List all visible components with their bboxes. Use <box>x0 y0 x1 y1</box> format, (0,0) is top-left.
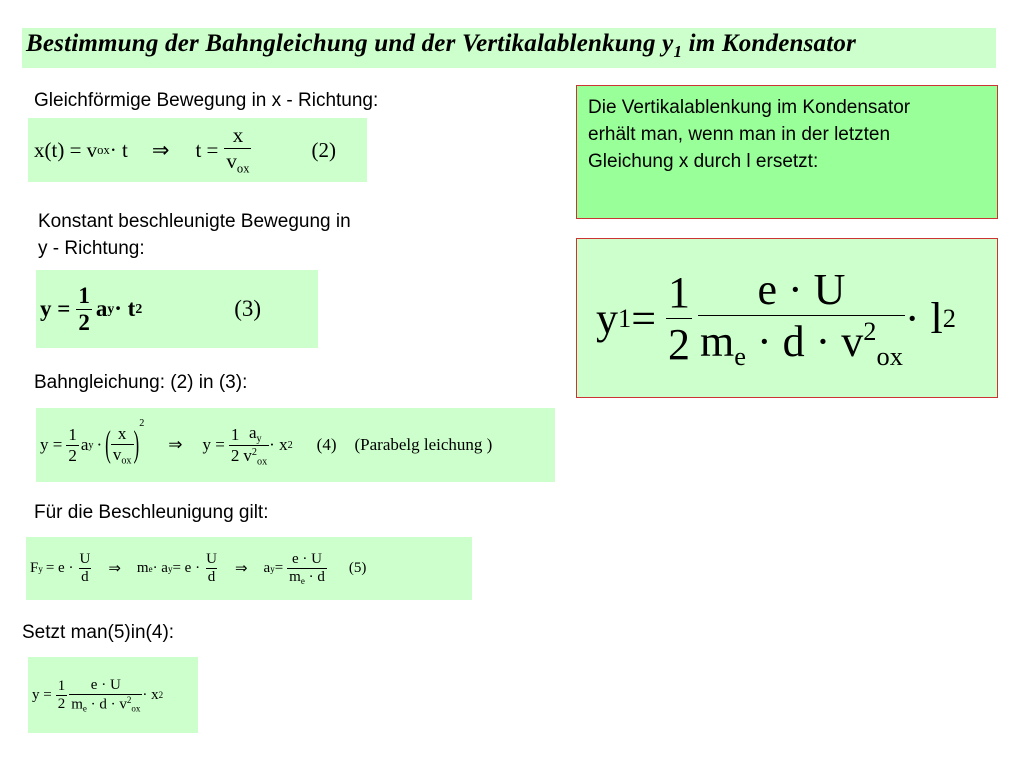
formula-eq5: F y = e · $\frac{U}{d}$ ⇒ m e · a y = e · $\frac{U}{d}$ ⇒ a y = $\frac{e \cdot U}{m_e \cdot d}$ (5) <box>30 550 367 587</box>
page-title: Bestimmung der Bahngleichung und der Vertikalablenkung $y_1$ im Kondensator <box>26 30 857 61</box>
formula-eq4: y = $\frac{1}{2}$ a y · ( $\frac{x}{v_{ox}}$ ) 2 ⇒ y = $\frac{1}{2}$ $\frac{a_y}{v^2_{ox}}$ · x 2 (4) (Parabelg leichung ) <box>40 418 493 468</box>
formula-eq6: y = $\frac{1}{2}$ $\frac{e \cdot U}{m_e \cdot d \cdot v^2_{ox}}$ · x 2 <box>32 676 164 714</box>
section-label-accelerated-motion: Konstant beschleunigte Bewegung in y - Richtung: <box>38 211 351 259</box>
section-label-acceleration: Für die Beschleunigung gilt: <box>34 502 269 523</box>
section-label-trajectory: Bahngleichung: (2) in (3): <box>34 372 248 393</box>
result-formula: y 1 = $\frac{1}{2}$ $\frac{e \cdot U}{m_e \cdot d \cdot v^2_{ox}}$ · l 2 <box>596 264 956 372</box>
formula-eq3: y = $\frac{1}{2}$ a y · t 2 (3) <box>40 282 262 335</box>
section-label-substitution: Setzt man(5)in(4): <box>22 622 175 643</box>
formula-eq2: x(t) = v ox · t ⇒ t = $\frac{x}{v_{ox}}$ (2) <box>34 123 336 176</box>
section-label-uniform-motion: Gleichförmige Bewegung in x - Richtung: <box>34 90 379 111</box>
callout-text: Die Vertikalablenkung im Kondensator erhält man, wenn man in der letzten Gleichung x durch l ersetzt: <box>588 97 911 172</box>
